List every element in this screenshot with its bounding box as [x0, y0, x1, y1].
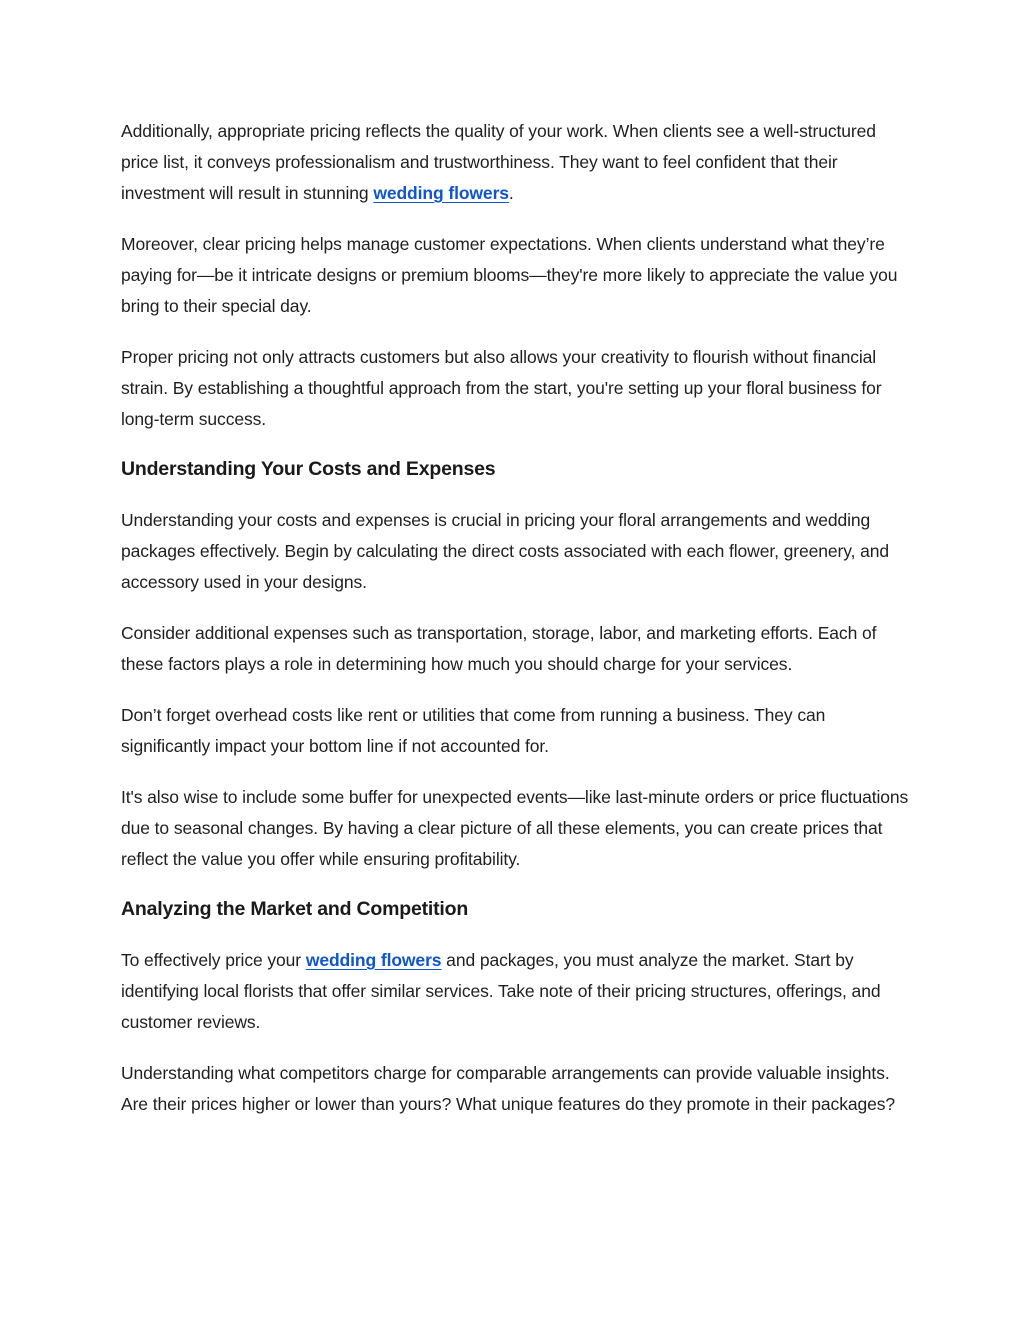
document-page — [121, 116, 911, 1140]
paragraph-customer-expectations: Moreover, clear pricing helps manage customer expectations. When clients understand what they’re paying for—be it intricate designs or premium blooms—they're more likely to appreciate the value you bring to their special day. — [121, 234, 898, 316]
paragraph-text: . — [508, 183, 514, 203]
wedding-flowers-link[interactable]: wedding flowers — [373, 183, 509, 203]
paragraph-buffer: It's also wise to include some buffer for unexpected events—like last-minute orders or price fluctuations due to seasonal changes. By having a clear picture of all these elements, you can create prices that reflect the value you offer while ensuring profitability. — [121, 787, 909, 869]
paragraph-pricing-quality — [121, 116, 911, 209]
paragraph-overhead-costs: Don’t forget overhead costs like rent or utilities that come from running a business. They can significantly impact your bottom line if not accounted for. — [121, 705, 826, 756]
heading-market-competition: Analyzing the Market and Competition — [121, 898, 469, 920]
paragraph-analyze-market — [121, 945, 911, 1038]
paragraph-additional-expenses: Consider additional expenses such as transportation, storage, labor, and marketing efforts. Each of these factors plays a role in determining how much you should charge for your services. — [121, 623, 877, 674]
paragraph-understanding-costs: Understanding your costs and expenses is crucial in pricing your floral arrangements and wedding packages effectively. Begin by calculating the direct costs associated with each flower, greenery, and accessory used in your designs. — [121, 510, 890, 592]
heading-costs-expenses: Understanding Your Costs and Expenses — [121, 458, 496, 480]
wedding-flowers-link-2[interactable]: wedding flowers — [305, 950, 442, 970]
paragraph-text: Additionally, appropriate pricing reflects the quality of your work. When clients see a well-structured price list, it conveys professionalism and trustworthiness. They want to feel confident that their investment will result in stunning — [121, 121, 876, 203]
paragraph-proper-pricing: Proper pricing not only attracts customers but also allows your creativity to flourish without financial strain. By establishing a thoughtful approach from the start, you're setting up your floral business for long-term success. — [121, 347, 882, 429]
paragraph-competitors: Understanding what competitors charge for comparable arrangements can provide valuable insights. Are their prices higher or lower than yours? What unique features do they promote in their packages? — [121, 1063, 896, 1114]
paragraph-text: and packages, you must analyze the market. Start by identifying local florists that offer similar services. Take note of their pricing structures, offerings, and customer reviews. — [121, 950, 881, 1032]
paragraph-text: To effectively price your — [121, 950, 306, 970]
